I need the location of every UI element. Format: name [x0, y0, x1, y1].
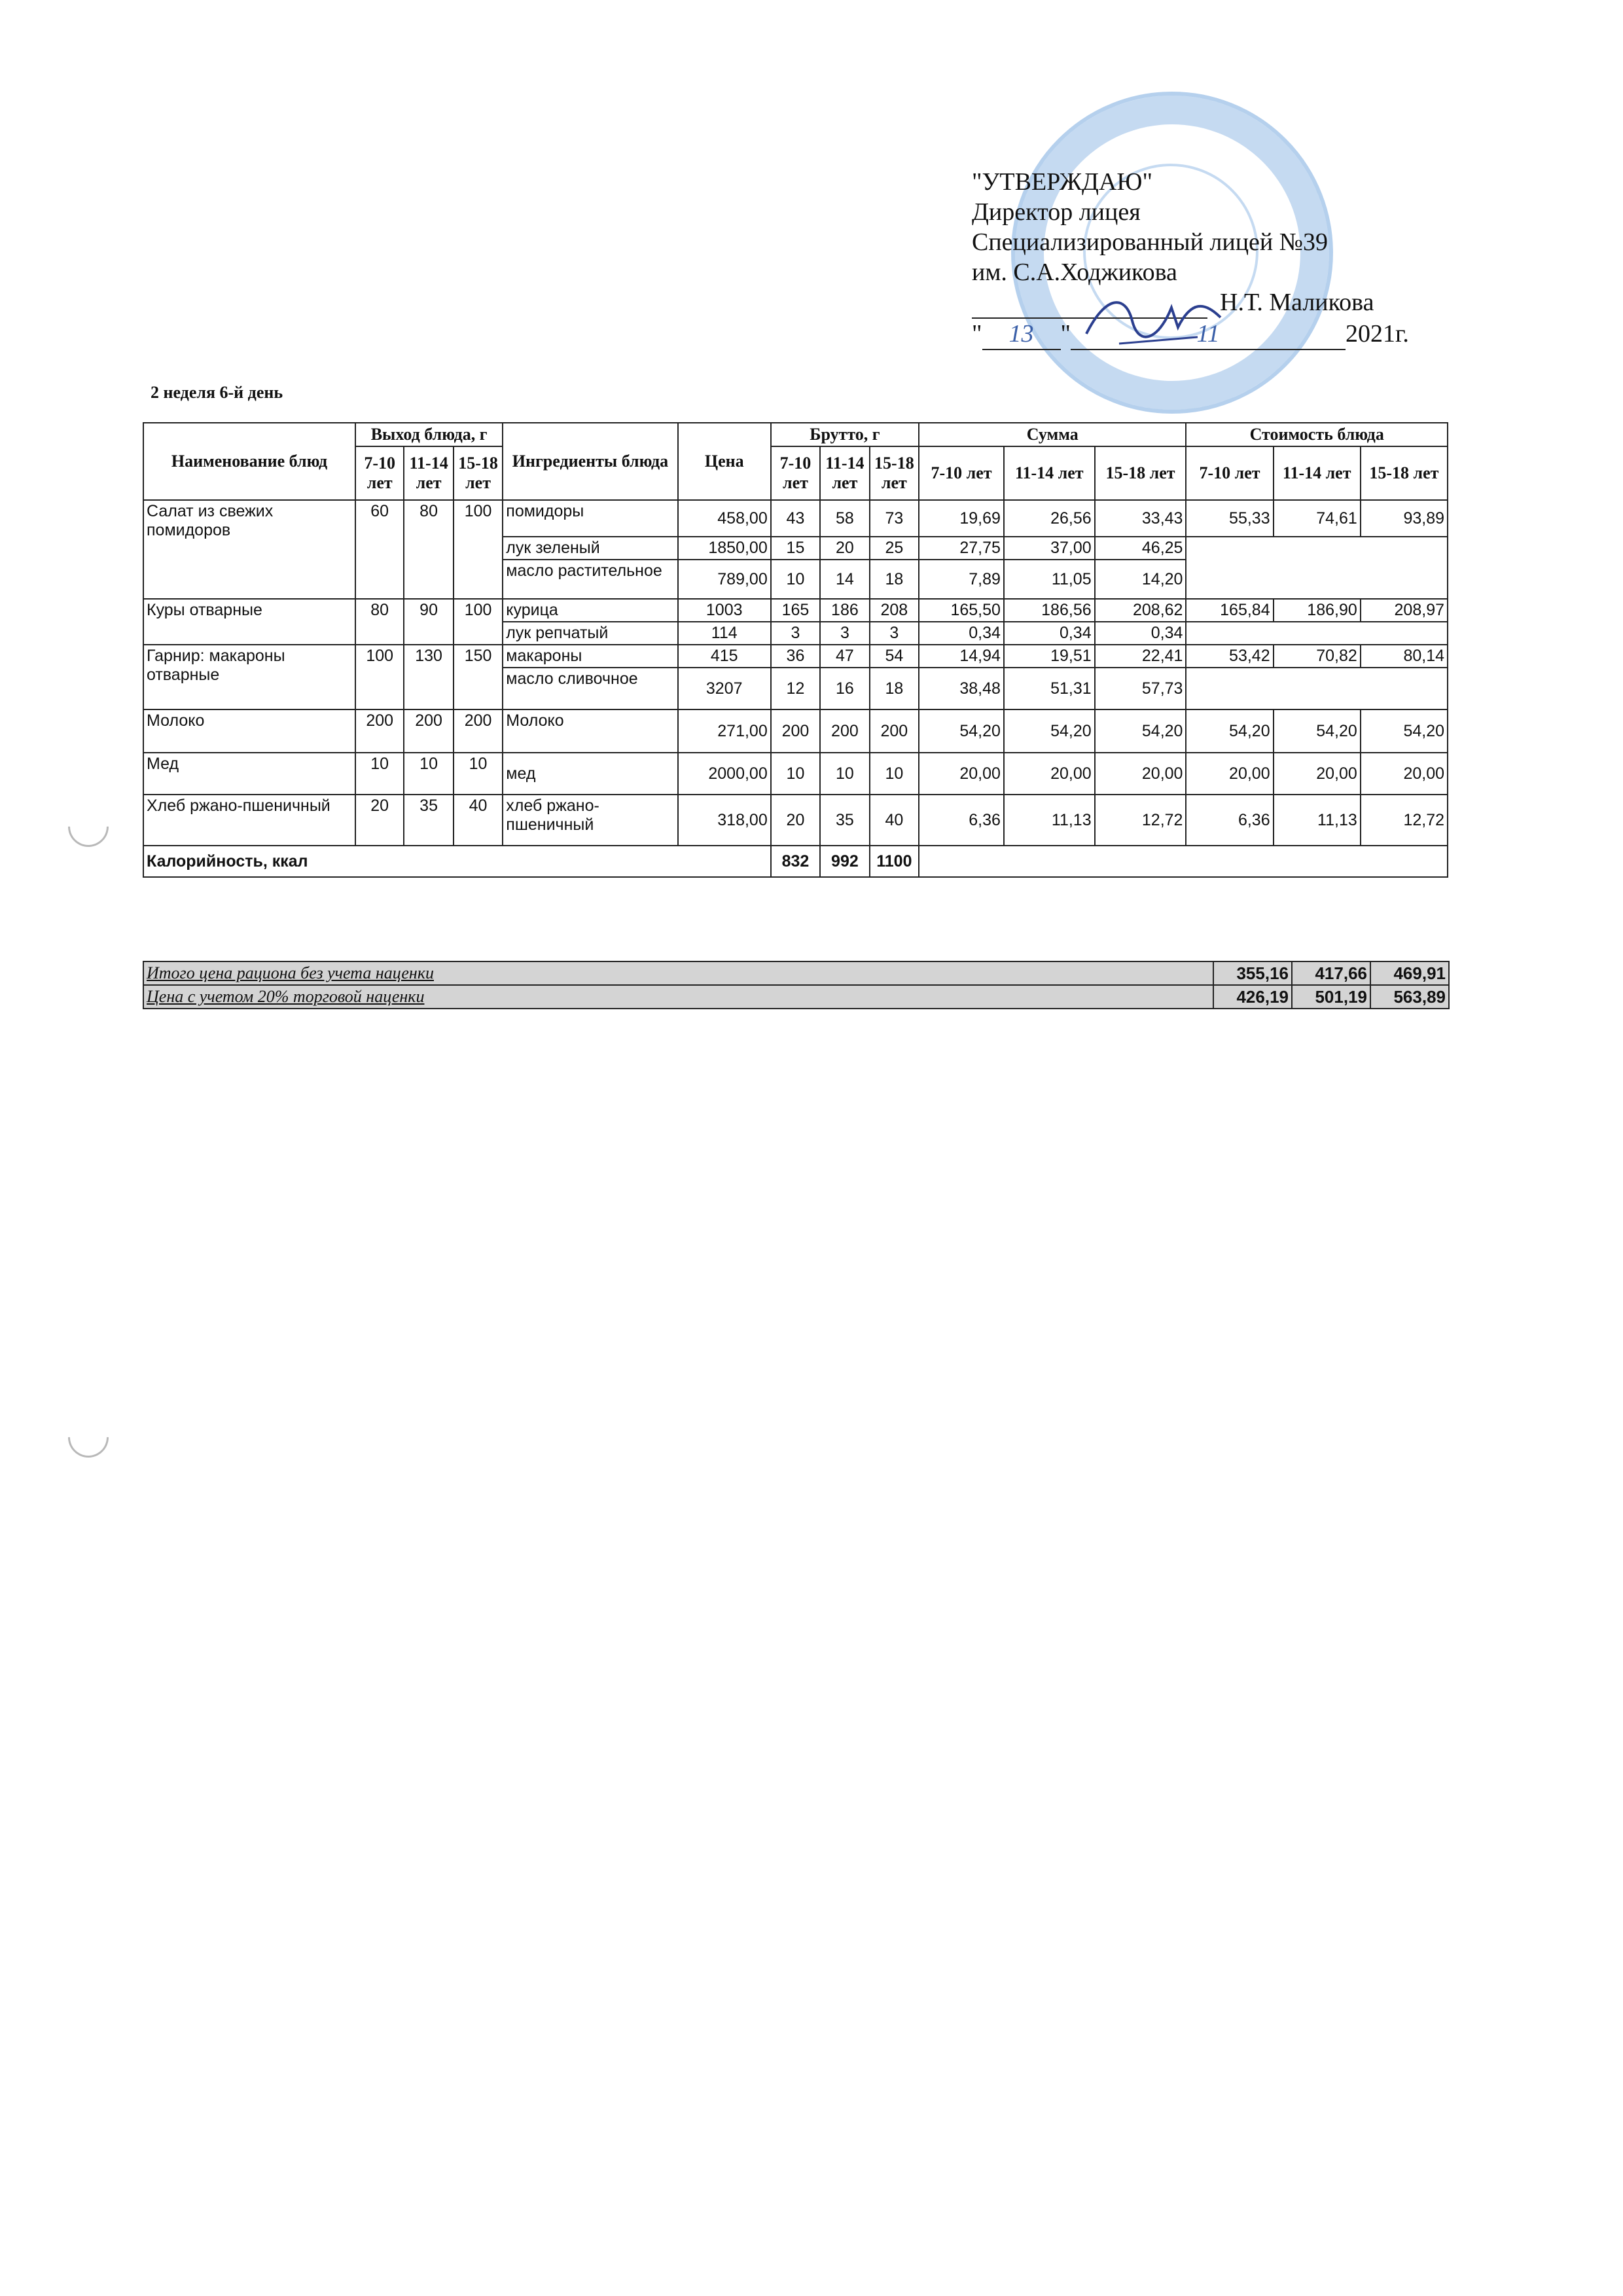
brutto-cell: 40 [870, 795, 919, 846]
price-cell: 1850,00 [678, 537, 771, 560]
cost-cell: 93,89 [1361, 500, 1448, 537]
total-label: Цена с учетом 20% торговой наценки [143, 985, 1213, 1009]
sum-cell: 51,31 [1004, 668, 1095, 709]
cost-cell: 54,20 [1274, 709, 1361, 753]
sum-cell: 14,20 [1095, 560, 1186, 599]
yield-cell: 35 [404, 795, 453, 846]
sum-cell: 14,94 [919, 645, 1004, 668]
price-cell: 1003 [678, 599, 771, 622]
age-header: 11-14 лет [1274, 446, 1361, 500]
brutto-cell: 10 [820, 753, 869, 795]
sum-cell: 26,56 [1004, 500, 1095, 537]
sum-cell: 27,75 [919, 537, 1004, 560]
price-cell: 458,00 [678, 500, 771, 537]
price-cell: 3207 [678, 668, 771, 709]
age-header: 7-10 лет [1186, 446, 1273, 500]
yield-cell: 60 [355, 500, 404, 599]
ingredient-name: помидоры [503, 500, 677, 537]
empty-cell [919, 846, 1448, 877]
age-header: 7-10 лет [771, 446, 820, 500]
price-cell: 789,00 [678, 560, 771, 599]
week-day-title: 2 неделя 6-й день [151, 383, 283, 402]
brutto-cell: 14 [820, 560, 869, 599]
sum-cell: 19,51 [1004, 645, 1095, 668]
yield-cell: 150 [454, 645, 503, 709]
sum-cell: 54,20 [1004, 709, 1095, 753]
yield-cell: 80 [355, 599, 404, 645]
cost-cell: 11,13 [1274, 795, 1361, 846]
header-brutto: Брутто, г [771, 423, 919, 446]
brutto-cell: 3 [820, 622, 869, 645]
brutto-cell: 36 [771, 645, 820, 668]
price-cell: 415 [678, 645, 771, 668]
sum-cell: 6,36 [919, 795, 1004, 846]
cost-cell: 70,82 [1274, 645, 1361, 668]
cost-cell: 20,00 [1274, 753, 1361, 795]
yield-cell: 100 [454, 500, 503, 599]
sum-cell: 19,69 [919, 500, 1004, 537]
brutto-cell: 20 [820, 537, 869, 560]
total-value: 426,19 [1213, 985, 1292, 1009]
cost-cell: 80,14 [1361, 645, 1448, 668]
header-yield: Выход блюда, г [355, 423, 503, 446]
sum-cell: 54,20 [1095, 709, 1186, 753]
yield-cell: 130 [404, 645, 453, 709]
brutto-cell: 165 [771, 599, 820, 622]
totals-table [143, 961, 1450, 1009]
table-row [143, 599, 1448, 622]
yield-cell: 80 [404, 500, 453, 599]
sum-cell: 0,34 [1004, 622, 1095, 645]
price-cell: 114 [678, 622, 771, 645]
cost-cell: 53,42 [1186, 645, 1273, 668]
date-year: 2021г. [1346, 320, 1409, 348]
calories-value: 832 [771, 846, 820, 877]
sum-cell: 7,89 [919, 560, 1004, 599]
brutto-cell: 47 [820, 645, 869, 668]
sum-cell: 12,72 [1095, 795, 1186, 846]
approval-title: "УТВЕРЖДАЮ" [972, 168, 1152, 196]
director-name: Н.Т. Маликова [1220, 289, 1374, 316]
approval-signature-line [972, 287, 1409, 319]
sum-cell: 0,34 [1095, 622, 1186, 645]
yield-cell: 20 [355, 795, 404, 846]
sum-cell: 20,00 [1004, 753, 1095, 795]
brutto-cell: 35 [820, 795, 869, 846]
brutto-cell: 10 [771, 753, 820, 795]
cost-cell: 54,20 [1186, 709, 1273, 753]
brutto-cell: 186 [820, 599, 869, 622]
ingredient-name: мед [503, 753, 677, 795]
sum-cell: 38,48 [919, 668, 1004, 709]
age-header: 11-14 лет [404, 446, 453, 500]
age-header: 15-18 лет [1095, 446, 1186, 500]
brutto-cell: 15 [771, 537, 820, 560]
age-header: 7-10 лет [919, 446, 1004, 500]
cost-cell: 208,97 [1361, 599, 1448, 622]
calories-row [143, 846, 1448, 877]
yield-cell: 10 [454, 753, 503, 795]
price-cell: 318,00 [678, 795, 771, 846]
total-value: 501,19 [1292, 985, 1370, 1009]
header-dish: Наименование блюд [143, 423, 355, 500]
yield-cell: 200 [454, 709, 503, 753]
approval-named-after: им. С.А.Ходжикова [972, 259, 1177, 286]
approval-date-line: " 13 " 11 2021г. [972, 319, 1409, 350]
dish-name: Гарнир: макароны отварные [143, 645, 355, 709]
cost-cell: 54,20 [1361, 709, 1448, 753]
empty-cost-cell [1186, 668, 1448, 709]
ingredient-name: хлеб ржано-пшеничный [503, 795, 677, 846]
brutto-cell: 3 [870, 622, 919, 645]
price-cell: 271,00 [678, 709, 771, 753]
brutto-cell: 54 [870, 645, 919, 668]
yield-cell: 200 [404, 709, 453, 753]
yield-cell: 200 [355, 709, 404, 753]
yield-cell: 100 [454, 599, 503, 645]
ingredient-name: масло растительное [503, 560, 677, 599]
header-sum: Сумма [919, 423, 1186, 446]
table-row [143, 500, 1448, 537]
brutto-cell: 10 [771, 560, 820, 599]
yield-cell: 40 [454, 795, 503, 846]
approval-position: Директор лицея [972, 198, 1141, 226]
yield-cell: 90 [404, 599, 453, 645]
calories-label: Калорийность, ккал [143, 846, 771, 877]
punch-hole [60, 1408, 117, 1466]
sum-cell: 11,13 [1004, 795, 1095, 846]
cost-cell: 186,90 [1274, 599, 1361, 622]
dish-name: Куры отварные [143, 599, 355, 645]
ingredient-name: лук зеленый [503, 537, 677, 560]
ingredient-name: лук репчатый [503, 622, 677, 645]
cost-cell: 6,36 [1186, 795, 1273, 846]
total-value: 417,66 [1292, 961, 1370, 985]
cost-cell: 165,84 [1186, 599, 1273, 622]
dish-name: Салат из свежих помидоров [143, 500, 355, 599]
cost-cell: 20,00 [1361, 753, 1448, 795]
sum-cell: 20,00 [1095, 753, 1186, 795]
approval-organization: Специализированный лицей №39 [972, 228, 1329, 256]
brutto-cell: 43 [771, 500, 820, 537]
calories-value: 992 [820, 846, 869, 877]
sum-cell: 208,62 [1095, 599, 1186, 622]
dish-name: Мед [143, 753, 355, 795]
brutto-cell: 10 [870, 753, 919, 795]
table-row [143, 645, 1448, 668]
cost-cell: 20,00 [1186, 753, 1273, 795]
sum-cell: 22,41 [1095, 645, 1186, 668]
date-month: 11 [1071, 319, 1346, 350]
brutto-cell: 200 [771, 709, 820, 753]
sum-cell: 11,05 [1004, 560, 1095, 599]
yield-cell: 10 [355, 753, 404, 795]
brutto-cell: 3 [771, 622, 820, 645]
cost-cell: 12,72 [1361, 795, 1448, 846]
brutto-cell: 18 [870, 668, 919, 709]
approval-block [972, 167, 1409, 350]
brutto-cell: 16 [820, 668, 869, 709]
sum-cell: 20,00 [919, 753, 1004, 795]
dish-name: Хлеб ржано-пшеничный [143, 795, 355, 846]
cost-cell: 74,61 [1274, 500, 1361, 537]
dish-name: Молоко [143, 709, 355, 753]
age-header: 15-18 лет [1361, 446, 1448, 500]
ingredient-name: масло сливочное [503, 668, 677, 709]
menu-table [143, 422, 1448, 878]
age-header: 11-14 лет [820, 446, 869, 500]
brutto-cell: 73 [870, 500, 919, 537]
brutto-cell: 12 [771, 668, 820, 709]
calories-value: 1100 [870, 846, 919, 877]
age-header: 7-10 лет [355, 446, 404, 500]
cost-cell: 55,33 [1186, 500, 1273, 537]
empty-cost-cell [1186, 537, 1448, 599]
yield-cell: 100 [355, 645, 404, 709]
total-value: 563,89 [1370, 985, 1449, 1009]
sum-cell: 165,50 [919, 599, 1004, 622]
total-value: 355,16 [1213, 961, 1292, 985]
total-label: Итого цена рациона без учета наценки [143, 961, 1213, 985]
header-ingredients: Ингредиенты блюда [503, 423, 677, 500]
header-price: Цена [678, 423, 771, 500]
table-row [143, 753, 1448, 795]
brutto-cell: 200 [820, 709, 869, 753]
sum-cell: 54,20 [919, 709, 1004, 753]
sum-cell: 57,73 [1095, 668, 1186, 709]
age-header: 15-18 лет [870, 446, 919, 500]
age-header: 15-18 лет [454, 446, 503, 500]
sum-cell: 0,34 [919, 622, 1004, 645]
totals-row [143, 985, 1449, 1009]
ingredient-name: курица [503, 599, 677, 622]
brutto-cell: 18 [870, 560, 919, 599]
brutto-cell: 25 [870, 537, 919, 560]
brutto-cell: 200 [870, 709, 919, 753]
yield-cell: 10 [404, 753, 453, 795]
brutto-cell: 20 [771, 795, 820, 846]
brutto-cell: 208 [870, 599, 919, 622]
table-row [143, 709, 1448, 753]
header-cost: Стоимость блюда [1186, 423, 1448, 446]
empty-cost-cell [1186, 622, 1448, 645]
brutto-cell: 58 [820, 500, 869, 537]
price-cell: 2000,00 [678, 753, 771, 795]
sum-cell: 33,43 [1095, 500, 1186, 537]
ingredient-name: Молоко [503, 709, 677, 753]
punch-hole [60, 798, 117, 855]
ingredient-name: макароны [503, 645, 677, 668]
sum-cell: 46,25 [1095, 537, 1186, 560]
date-day: 13 [982, 319, 1061, 350]
age-header: 11-14 лет [1004, 446, 1095, 500]
total-value: 469,91 [1370, 961, 1449, 985]
sum-cell: 186,56 [1004, 599, 1095, 622]
sum-cell: 37,00 [1004, 537, 1095, 560]
table-row [143, 795, 1448, 846]
totals-row [143, 961, 1449, 985]
